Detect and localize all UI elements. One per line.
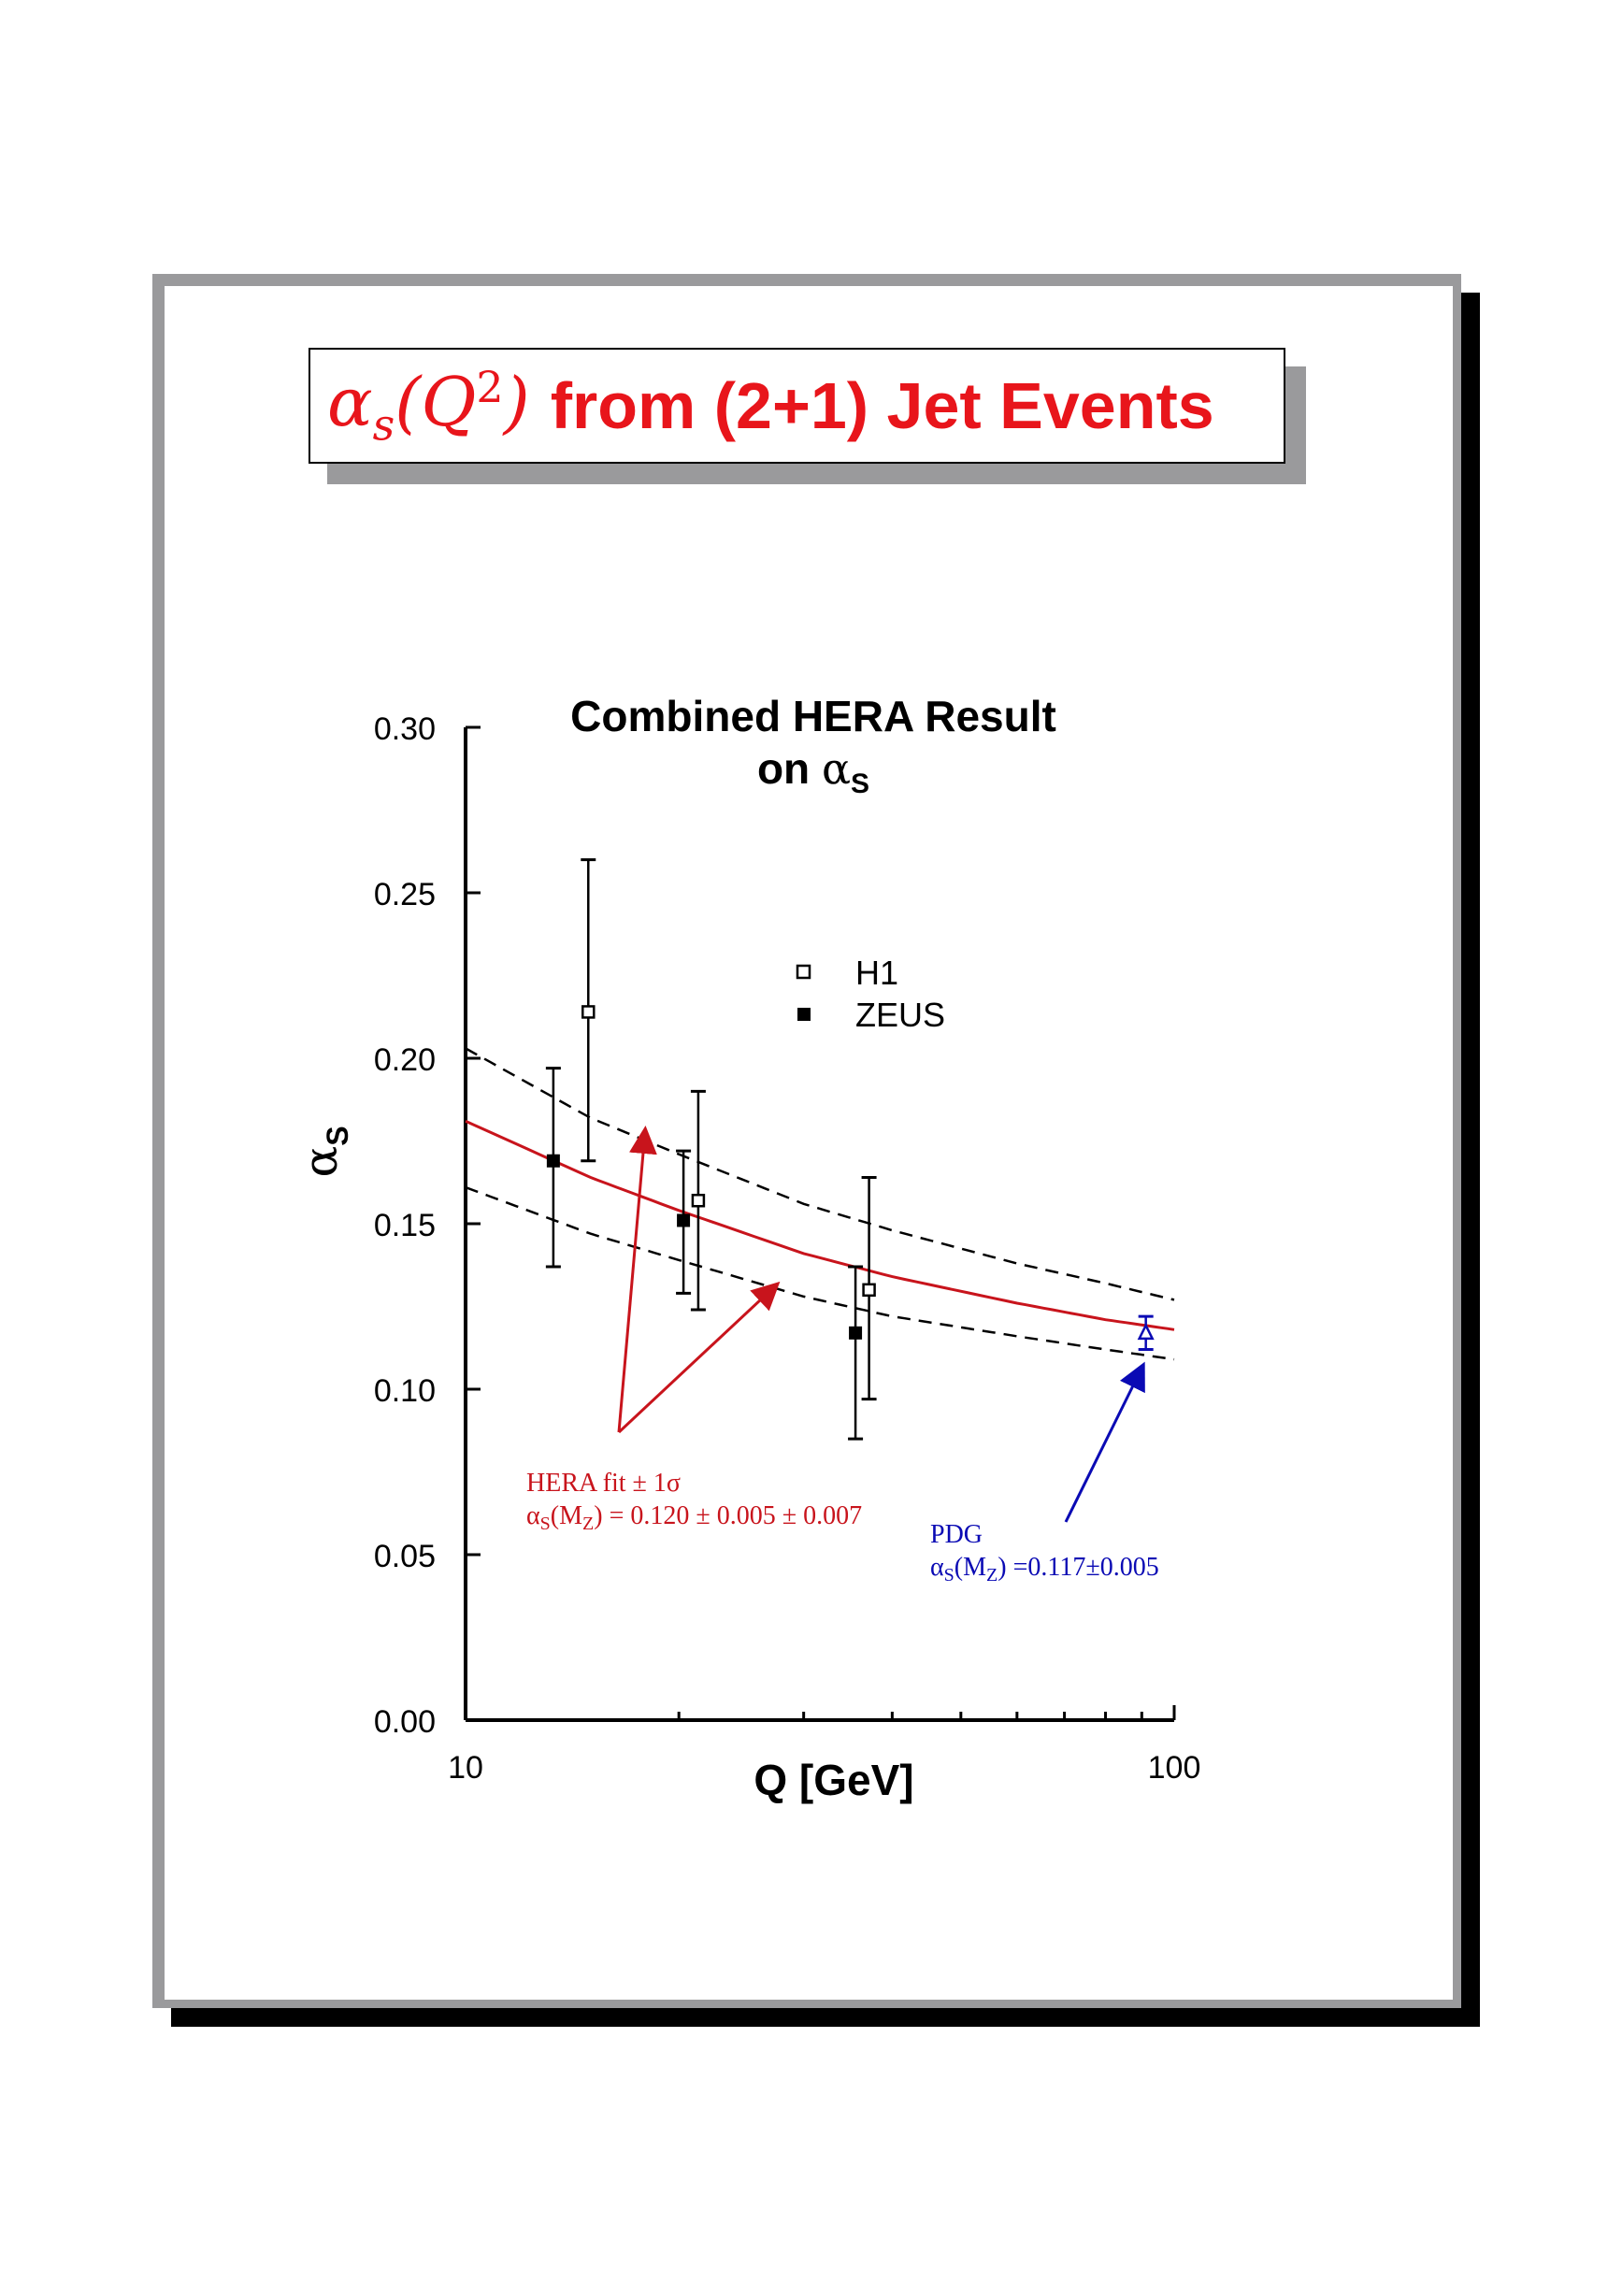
chart-title bbox=[570, 692, 1056, 799]
title-text: from (2+1) Jet Events bbox=[550, 369, 1214, 442]
y-tick-label: 0.15 bbox=[373, 1208, 436, 1243]
title-formula: $\alpha_s(Q^2)$ bbox=[327, 361, 530, 451]
legend-label-h1: H1 bbox=[855, 954, 899, 992]
pdg-value: $\alpha_S(M_Z) =0.117\pm 0.005$ bbox=[930, 1553, 1159, 1586]
zeus-marker bbox=[547, 1155, 560, 1168]
zeus-marker bbox=[677, 1213, 690, 1227]
data-points bbox=[546, 860, 1154, 1440]
fit-lower-bound bbox=[466, 1187, 1174, 1359]
hera-arrow-upper bbox=[619, 1131, 645, 1432]
pdg-annotation bbox=[930, 1520, 1159, 1586]
pdg-label: PDG bbox=[930, 1520, 983, 1549]
y-tick-label: 0.20 bbox=[373, 1042, 436, 1078]
y-axis-label: $\alpha_S$ bbox=[294, 1126, 354, 1178]
hera-fit-annotation bbox=[526, 1469, 862, 1534]
legend-label-zeus: ZEUS bbox=[855, 996, 946, 1034]
y-tick-label: 0.25 bbox=[373, 877, 436, 912]
x-tick-label: 10 bbox=[448, 1750, 483, 1786]
zeus-marker bbox=[849, 1327, 862, 1340]
chart-title-line1: Combined HERA Result bbox=[570, 692, 1056, 740]
y-tick-label: 0.05 bbox=[373, 1539, 436, 1574]
legend-marker-h1 bbox=[797, 966, 810, 978]
h1-marker bbox=[582, 1006, 594, 1017]
fit-curves bbox=[466, 1048, 1174, 1359]
fit-upper-bound bbox=[466, 1048, 1174, 1299]
h1-marker bbox=[693, 1195, 704, 1206]
legend-marker-zeus bbox=[797, 1008, 811, 1021]
y-tick-label: 0.00 bbox=[373, 1704, 436, 1740]
h1-marker bbox=[864, 1284, 875, 1296]
hera-fit-label: HERA fit ± 1σ bbox=[526, 1469, 682, 1498]
chart-title-line2: on $\alpha_S$ bbox=[756, 743, 870, 799]
legend bbox=[797, 954, 945, 1034]
hera-fit-value: $\alpha_S(M_Z) = 0.120 \pm 0.005 \pm 0.007$ bbox=[526, 1501, 863, 1534]
pdg-arrow bbox=[1066, 1367, 1142, 1522]
x-axis-label: Q [GeV] bbox=[754, 1756, 914, 1804]
y-tick-label: 0.10 bbox=[373, 1373, 436, 1409]
x-tick-label: 100 bbox=[1147, 1750, 1201, 1786]
y-tick-label: 0.30 bbox=[373, 711, 436, 747]
fit-central bbox=[466, 1121, 1174, 1329]
